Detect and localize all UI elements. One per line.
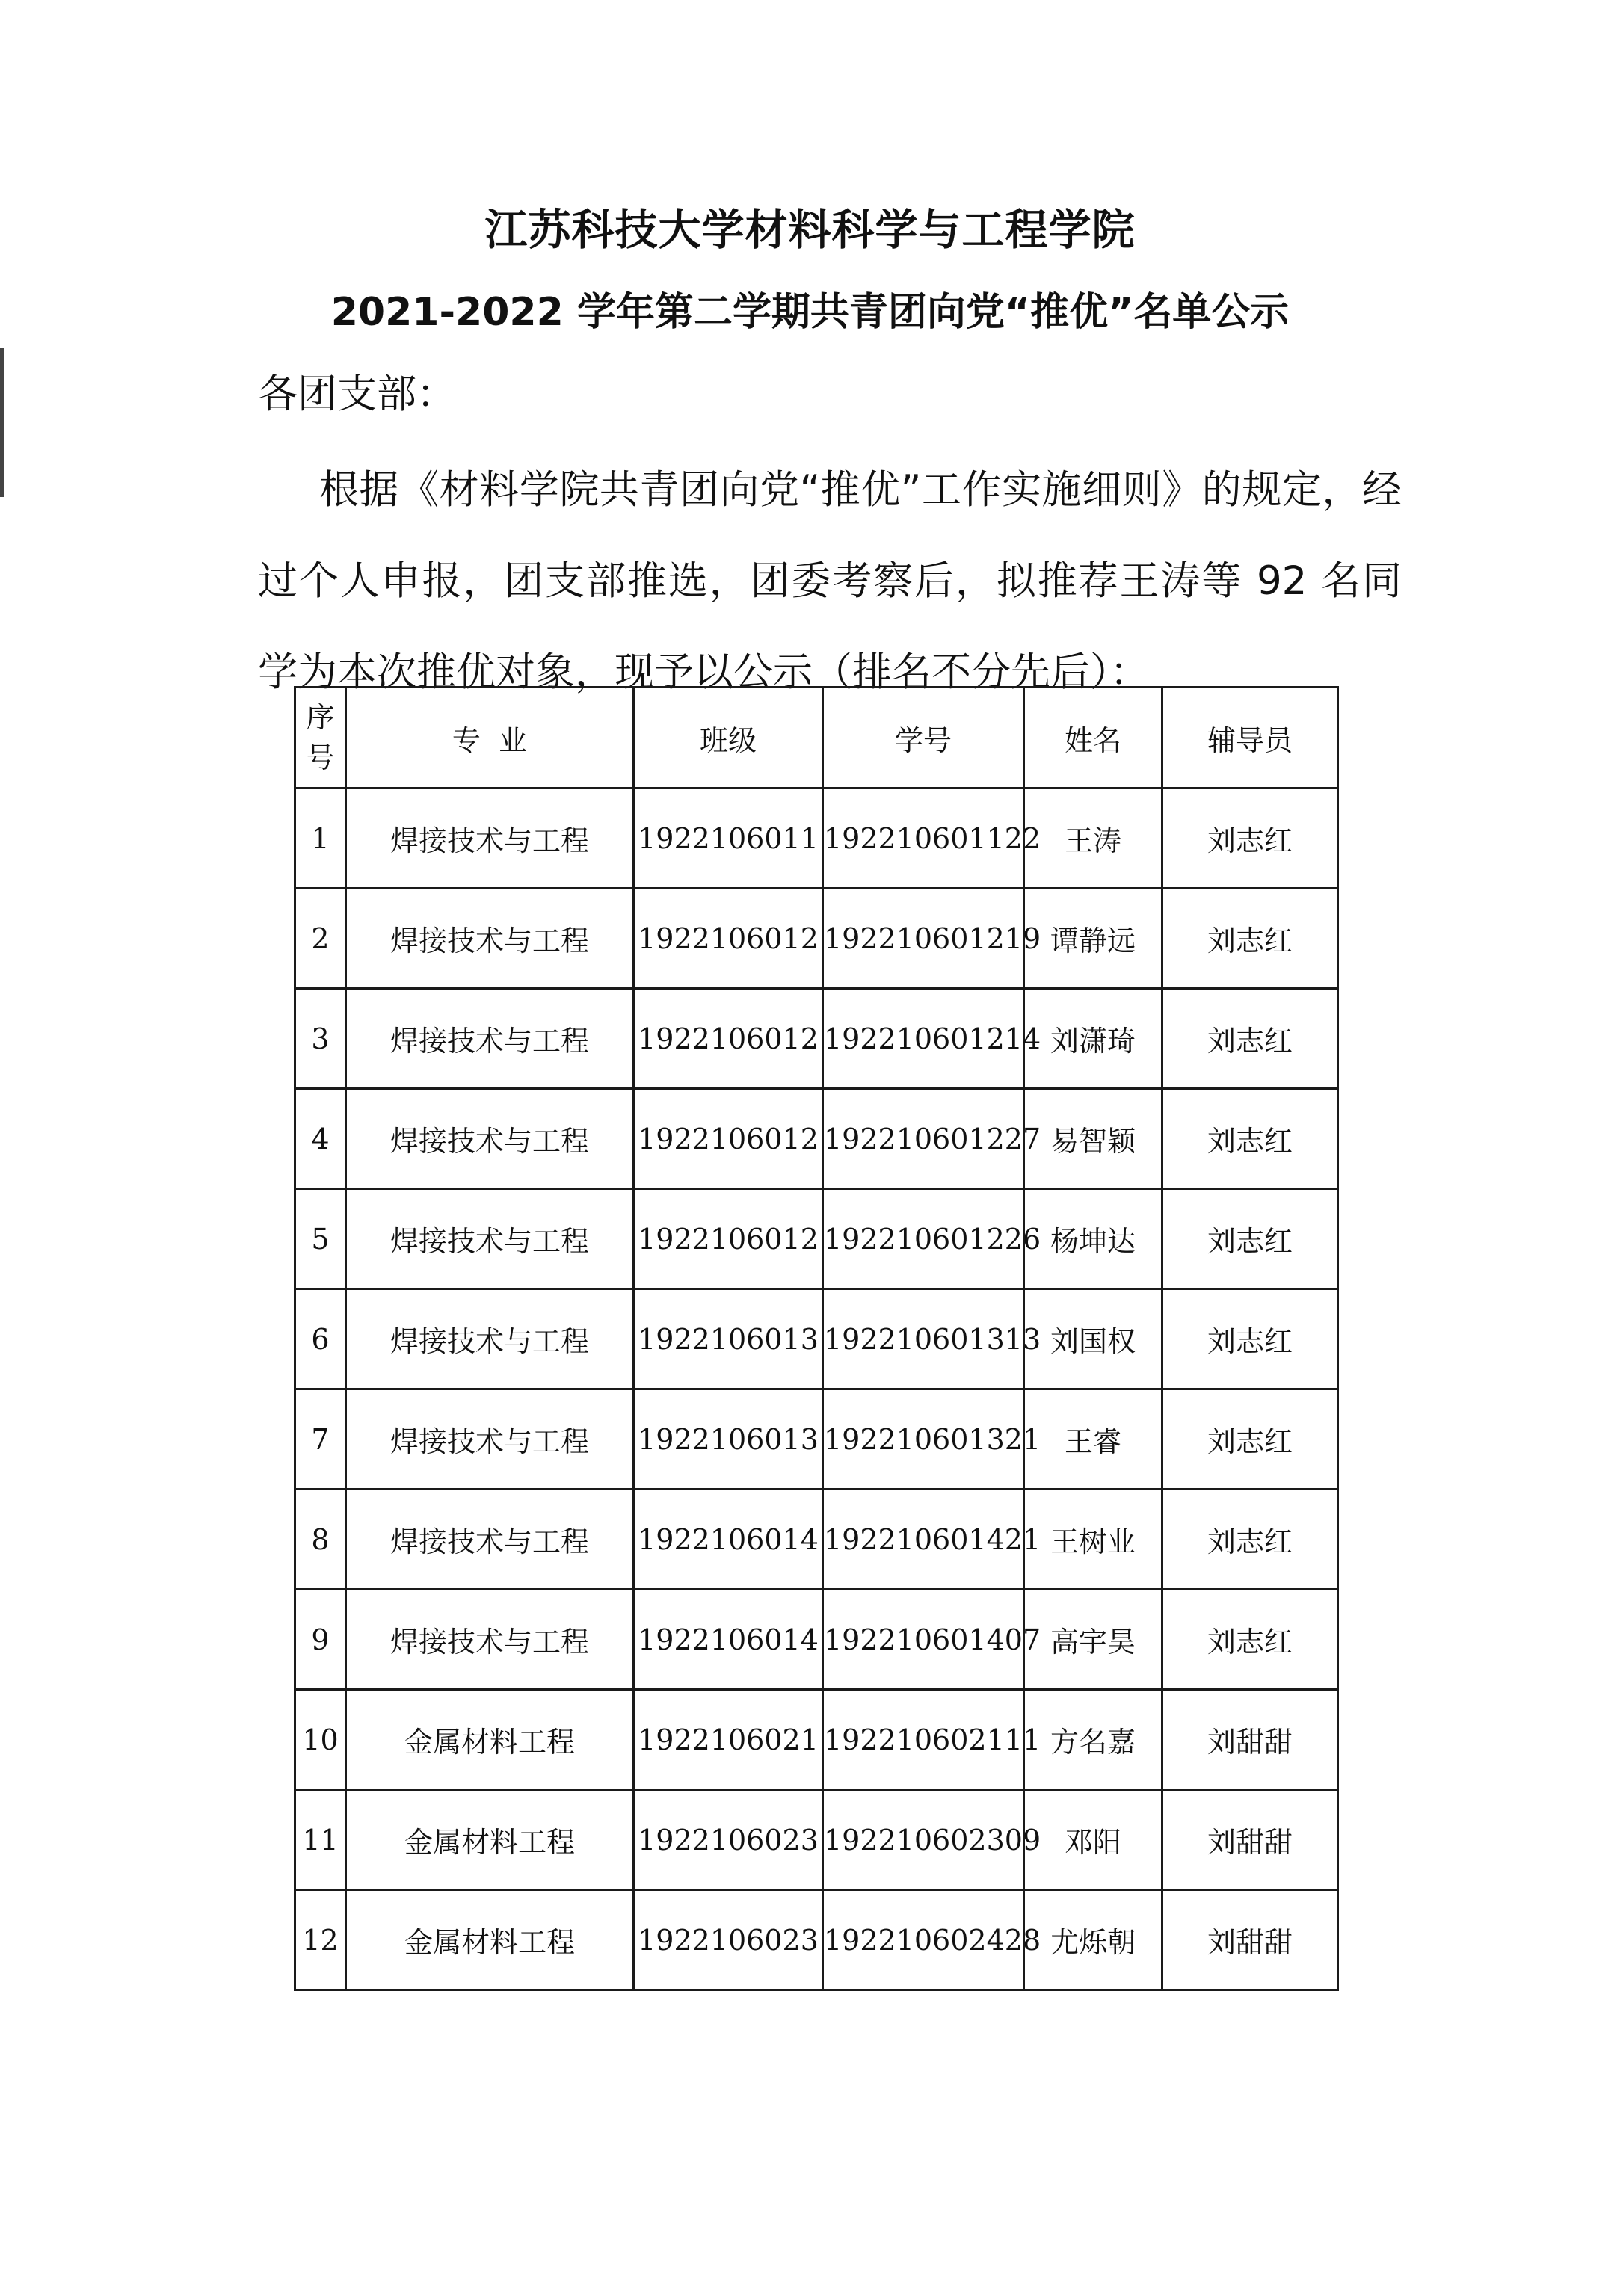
cell-class: 1922106012 xyxy=(634,1089,823,1189)
cell-student-id: 192210601219 xyxy=(823,889,1024,989)
cell-class: 1922106014 xyxy=(634,1490,823,1590)
cell-student-id: 192210602309 xyxy=(823,1790,1024,1890)
header-name: 姓名 xyxy=(1024,688,1162,789)
header-student-id: 学号 xyxy=(823,688,1024,789)
table-row xyxy=(295,989,1338,1089)
cell-seq: 8 xyxy=(295,1490,346,1590)
cell-counselor: 刘志红 xyxy=(1162,1389,1338,1490)
cell-seq: 6 xyxy=(295,1289,346,1389)
cell-class: 1922106021 xyxy=(634,1690,823,1790)
cell-student-id: 192210601421 xyxy=(823,1490,1024,1590)
cell-name: 邓阳 xyxy=(1024,1790,1162,1890)
cell-major: 焊接技术与工程 xyxy=(346,989,634,1089)
cell-seq: 4 xyxy=(295,1089,346,1189)
header-seq xyxy=(295,688,346,789)
announcement-paragraph: 根据《材料学院共青团向党“推优”工作实施细则》的规定，经过个人申报，团支部推选，团委考察后，拟推荐王涛等 92 名同学为本次推优对象，现予以公示（排名不分先后）： xyxy=(258,467,1402,695)
cell-major: 金属材料工程 xyxy=(346,1690,634,1790)
cell-name: 王睿 xyxy=(1024,1389,1162,1490)
table-row xyxy=(295,1690,1338,1790)
cell-counselor: 刘甜甜 xyxy=(1162,1690,1338,1790)
cell-seq: 3 xyxy=(295,989,346,1089)
cell-class: 1922106023 xyxy=(634,1790,823,1890)
cell-major: 焊接技术与工程 xyxy=(346,1389,634,1490)
cell-class: 1922106012 xyxy=(634,989,823,1089)
document-title: 江苏科技大学材料科学与工程学院 xyxy=(484,206,1136,255)
cell-major: 焊接技术与工程 xyxy=(346,1189,634,1289)
cell-major: 金属材料工程 xyxy=(346,1790,634,1890)
cell-seq: 7 xyxy=(295,1389,346,1490)
salutation: 各团支部： xyxy=(258,371,456,417)
cell-student-id: 192210602428 xyxy=(823,1890,1024,1990)
cell-counselor: 刘志红 xyxy=(1162,1289,1338,1389)
recommendation-table xyxy=(294,686,1339,1991)
header-seq-bottom: 号 xyxy=(306,741,335,774)
cell-major: 焊接技术与工程 xyxy=(346,1089,634,1189)
cell-seq: 2 xyxy=(295,889,346,989)
cell-counselor: 刘志红 xyxy=(1162,789,1338,889)
cell-student-id: 192210602111 xyxy=(823,1690,1024,1790)
header-seq-top: 序 xyxy=(306,701,335,734)
cell-seq: 12 xyxy=(295,1890,346,1990)
cell-counselor: 刘甜甜 xyxy=(1162,1790,1338,1890)
cell-name: 王树业 xyxy=(1024,1490,1162,1590)
cell-name: 谭静远 xyxy=(1024,889,1162,989)
table-row xyxy=(295,1389,1338,1490)
cell-name: 尤烁朝 xyxy=(1024,1890,1162,1990)
cell-student-id: 192210601407 xyxy=(823,1590,1024,1690)
header-counselor: 辅导员 xyxy=(1162,688,1338,789)
cell-class: 1922106011 xyxy=(634,789,823,889)
table-row xyxy=(295,1890,1338,1990)
cell-name: 方名嘉 xyxy=(1024,1690,1162,1790)
cell-major: 焊接技术与工程 xyxy=(346,1590,634,1690)
cell-major: 焊接技术与工程 xyxy=(346,1490,634,1590)
cell-class: 1922106023 xyxy=(634,1890,823,1990)
table-body xyxy=(295,789,1338,1990)
cell-name: 高宇昊 xyxy=(1024,1590,1162,1690)
table-header-row xyxy=(295,688,1338,789)
header-class: 班级 xyxy=(634,688,823,789)
cell-seq: 1 xyxy=(295,789,346,889)
table-row xyxy=(295,1490,1338,1590)
cell-counselor: 刘志红 xyxy=(1162,1590,1338,1690)
cell-class: 1922106013 xyxy=(634,1289,823,1389)
cell-counselor: 刘志红 xyxy=(1162,1089,1338,1189)
cell-student-id: 192210601313 xyxy=(823,1289,1024,1389)
cell-major: 焊接技术与工程 xyxy=(346,889,634,989)
cell-counselor: 刘甜甜 xyxy=(1162,1890,1338,1990)
cell-student-id: 192210601321 xyxy=(823,1389,1024,1490)
cell-seq: 5 xyxy=(295,1189,346,1289)
table-row xyxy=(295,1590,1338,1690)
cell-student-id: 192210601227 xyxy=(823,1089,1024,1189)
cell-seq: 9 xyxy=(295,1590,346,1690)
cell-major: 焊接技术与工程 xyxy=(346,1289,634,1389)
cell-counselor: 刘志红 xyxy=(1162,889,1338,989)
cell-seq: 10 xyxy=(295,1690,346,1790)
cell-student-id: 192210601122 xyxy=(823,789,1024,889)
cell-name: 刘国权 xyxy=(1024,1289,1162,1389)
cell-class: 1922106013 xyxy=(634,1389,823,1490)
table-row xyxy=(295,889,1338,989)
cell-class: 1922106014 xyxy=(634,1590,823,1690)
cell-student-id: 192210601226 xyxy=(823,1189,1024,1289)
table-row xyxy=(295,1289,1338,1389)
cell-major: 金属材料工程 xyxy=(346,1890,634,1990)
cell-class: 1922106012 xyxy=(634,889,823,989)
cell-name: 王涛 xyxy=(1024,789,1162,889)
cell-counselor: 刘志红 xyxy=(1162,989,1338,1089)
table-row xyxy=(295,1790,1338,1890)
cell-name: 易智颖 xyxy=(1024,1089,1162,1189)
cell-name: 杨坤达 xyxy=(1024,1189,1162,1289)
cell-class: 1922106012 xyxy=(634,1189,823,1289)
table-row xyxy=(295,1089,1338,1189)
cell-counselor: 刘志红 xyxy=(1162,1189,1338,1289)
cell-name: 刘潇琦 xyxy=(1024,989,1162,1089)
document-subtitle: 2021-2022 学年第二学期共青团向党“推优”名单公示 xyxy=(330,290,1290,335)
cell-counselor: 刘志红 xyxy=(1162,1490,1338,1590)
table-row xyxy=(295,1189,1338,1289)
header-major: 专 业 xyxy=(346,688,634,789)
table-row xyxy=(295,789,1338,889)
scan-edge-mark xyxy=(0,348,4,497)
cell-student-id: 192210601214 xyxy=(823,989,1024,1089)
cell-seq: 11 xyxy=(295,1790,346,1890)
cell-major: 焊接技术与工程 xyxy=(346,789,634,889)
